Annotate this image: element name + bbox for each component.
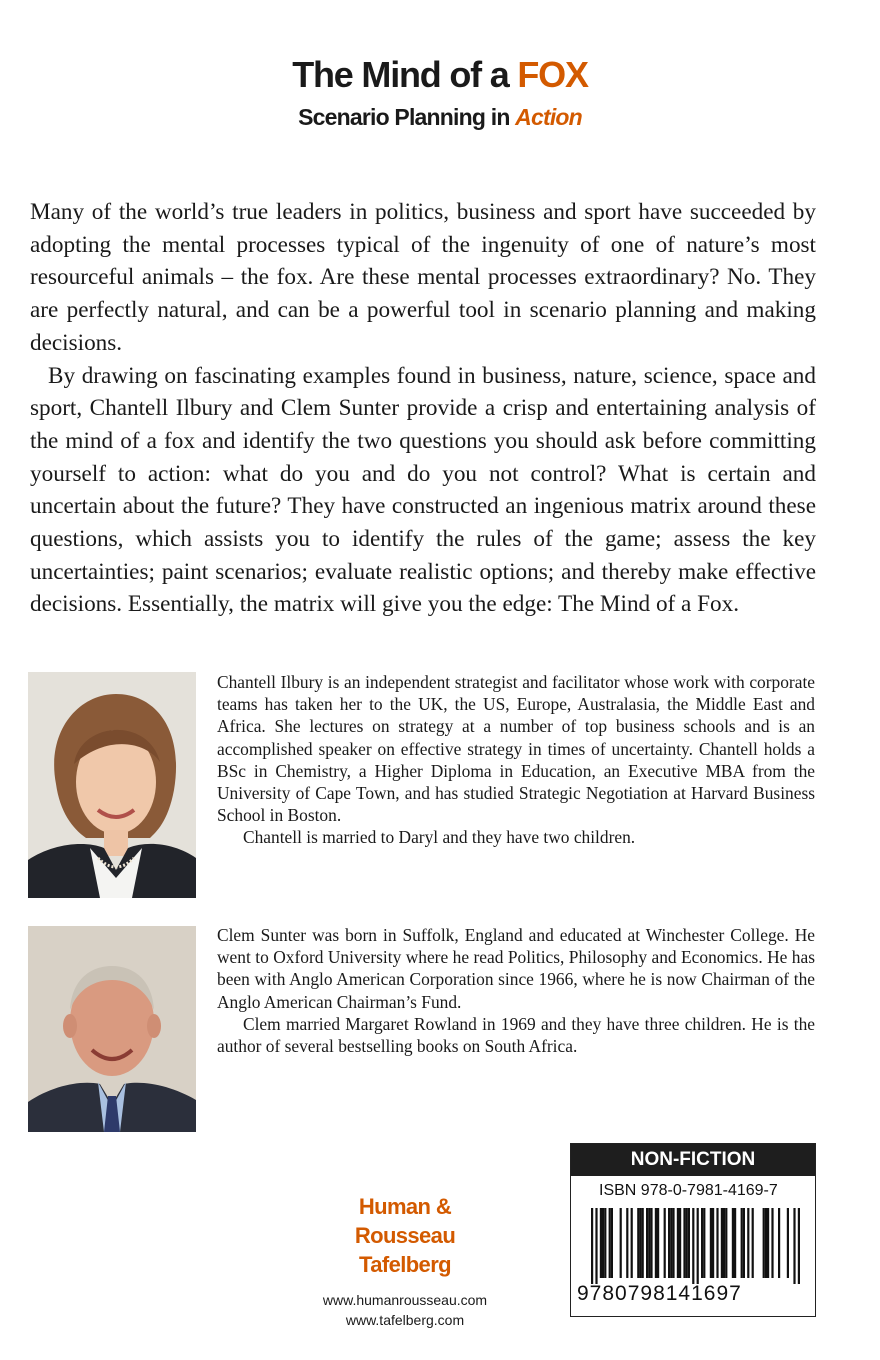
barcode-bar [655,1208,657,1278]
barcode-bar [725,1208,727,1278]
barcode-bar [723,1208,725,1278]
publisher-logo [330,1192,480,1279]
publisher-line: Rousseau [354,1223,456,1248]
publisher-url: www.tafelberg.com [345,1312,465,1328]
book-title [0,54,880,96]
title-main: The Mind of a [292,54,518,95]
blurb [30,196,816,621]
subtitle-highlight: Action [515,104,582,130]
barcode-bar [620,1208,622,1278]
publisher-line: Human & [358,1194,452,1219]
author-bio-text: Chantell Ilbury is an independent strategist and facilitator whose work with corporate teams has taken her to the UK, the US, Europe, Australasia, the Middle East and Africa. She lectures on strategy at a number of top business schools and is an accomplished speaker on effective strategy in times of uncertainty. Chantell holds a BSc in Chemistry, a Higher Diploma in Education, an Executive MBA from the University of Cape Town, and has studied Strategic Negotiation at Harvard Business School in Boston. [217,672,815,826]
barcode-bar [591,1208,593,1284]
barcode-bar [710,1208,712,1278]
barcode-bar [646,1208,648,1278]
author-bio-ilbury [217,671,815,849]
title-highlight: FOX [517,54,588,95]
barcode-bar [716,1208,718,1278]
barcode-bar [767,1208,769,1278]
barcode-bar [787,1208,789,1278]
barcode-bar [721,1208,723,1278]
barcode-bar [798,1208,800,1284]
author-photo-sunter [28,926,196,1132]
author-personal-text: Chantell is married to Daryl and they have two children. [243,827,636,848]
barcode-bar [672,1208,674,1278]
author-photo-ilbury [28,672,196,898]
category-label: NON-FICTION [571,1144,815,1176]
barcode-bar [778,1208,780,1278]
barcode-bar [631,1208,633,1278]
barcode-bar [648,1208,650,1278]
subtitle-main: Scenario Planning in [298,104,516,130]
barcode-bar [747,1208,749,1278]
barcode-bar [703,1208,705,1278]
barcode-bar [664,1208,666,1278]
barcode-bar [595,1208,597,1284]
barcode-bar [611,1208,613,1278]
barcode-bar [734,1208,736,1278]
author-personal-text: Clem married Margaret Rowland in 1969 and they have three children. He is the author of several bestselling books on South Africa. [217,1013,815,1057]
barcode-bar [679,1208,681,1278]
blurb-paragraph: By drawing on fascinating examples found in business, nature, science, space and sport, Chantell Ilbury and Clem Sunter provide a crisp and entertaining analysis of the mind of a fox and identify the two questions you should ask before committing yourself to action: what do you and do you not control? What is certain and uncertain about the future? They have constructed an ingenious matrix around these questions, which assists you to identify the rules of the game; assess the key uncertainties; paint scenarios; evaluate realistic options; and thereby make effective decisions. Essentially, the matrix will give you the edge: The Mind of a Fox. [30,362,816,618]
barcode-bar [626,1208,628,1278]
barcode-bar [712,1208,714,1278]
barcode-bar [688,1208,690,1278]
barcode-bar [670,1208,672,1278]
barcode-bar [668,1208,670,1278]
isbn-text: ISBN 978-0-7981-4169-7 [599,1182,778,1199]
barcode-bar [683,1208,685,1278]
barcode-bar [732,1208,734,1278]
author-bio-text: Clem Sunter was born in Suffolk, England and educated at Winchester College. He went to Oxford University where he read Politics, Philosophy and Economics. He has been with Anglo American Corporation since 1966, where he is now Chairman of the Anglo American Chairman’s Fund. [217,925,815,1012]
barcode-bar [609,1208,611,1278]
barcode-block [570,1143,816,1317]
ean-digits: 9780798141697 [577,1282,742,1305]
barcode-bar [765,1208,767,1278]
barcode-bar [637,1208,639,1278]
barcode-bar [752,1208,754,1278]
author-bio-sunter [217,924,815,1057]
barcode-bar [642,1208,644,1278]
publisher-line: Tafelberg [359,1252,451,1277]
barcode-bar [743,1208,745,1278]
barcode-bar [692,1208,694,1284]
publisher-url: www.humanrousseau.com [322,1292,488,1308]
barcode-bar [657,1208,659,1278]
barcode-bar [793,1208,795,1284]
barcode-graphic [577,1208,809,1284]
barcode-bar [763,1208,765,1278]
barcode-bar [677,1208,679,1278]
barcode-bar [686,1208,688,1278]
barcode-bar [639,1208,641,1278]
barcode-bar [771,1208,773,1278]
publisher-urls [290,1290,520,1330]
barcode-bar [602,1208,604,1278]
book-subtitle [0,104,880,131]
barcode-bar [600,1208,602,1278]
blurb-paragraph: Many of the world’s true leaders in politics, business and sport have succeeded by adopting the mental processes typical of the ingenuity of one of nature’s most resourceful animals – the fox. Are these mental processes extraordinary? No. They are perfectly natural, and can be a powerful tool in scenario planning and making decisions. [30,199,816,356]
barcode-bar [650,1208,652,1278]
barcode-bar [604,1208,606,1278]
barcode-bar [701,1208,703,1278]
barcode-bar [697,1208,699,1284]
barcode-bar [741,1208,743,1278]
